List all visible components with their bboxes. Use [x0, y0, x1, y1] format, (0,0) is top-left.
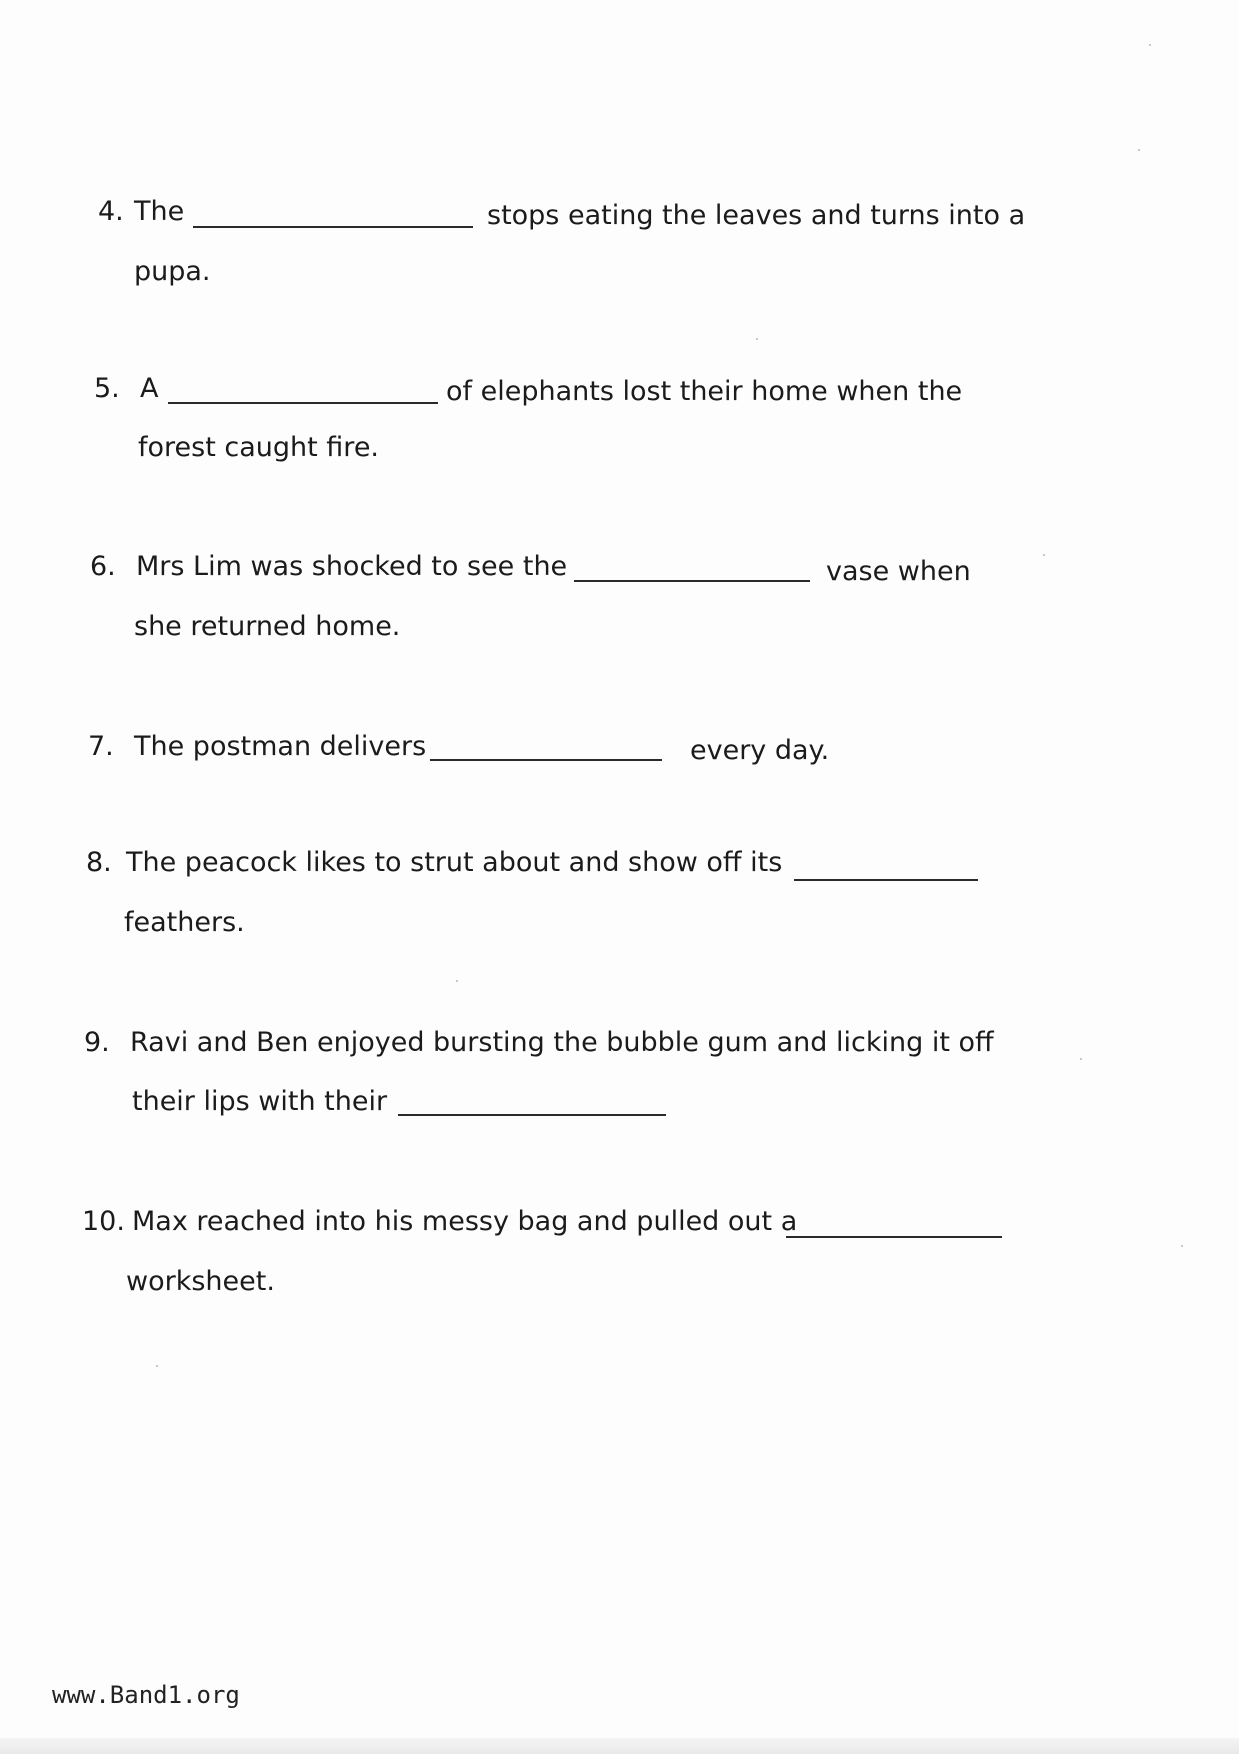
- question-4-line2: pupa.: [134, 256, 211, 287]
- scan-speck: [756, 338, 758, 340]
- scan-speck: [1181, 1245, 1183, 1247]
- question-4-text-before: The: [134, 196, 185, 227]
- question-8-line2: feathers.: [124, 907, 245, 938]
- question-6-number: 6.: [90, 551, 116, 582]
- scan-bottom-edge: [0, 1738, 1239, 1754]
- question-6-line2: she returned home.: [134, 611, 401, 642]
- question-5-line2: forest caught fire.: [138, 432, 380, 463]
- scan-speck: [1080, 1058, 1082, 1060]
- question-9-text-before: Ravi and Ben enjoyed bursting the bubble gum and licking it off: [130, 1027, 994, 1058]
- question-4-text-after: stops eating the leaves and turns into a: [487, 200, 1026, 231]
- question-5-text-before: A: [140, 373, 159, 404]
- scan-speck: [1149, 44, 1151, 46]
- answer-blank-5[interactable]: [168, 402, 438, 404]
- question-7-text-before: The postman delivers: [134, 731, 427, 762]
- answer-blank-6[interactable]: [574, 580, 810, 582]
- scan-speck: [156, 1365, 158, 1367]
- scan-speck: [1138, 149, 1140, 151]
- question-8-text-before: The peacock likes to strut about and show off its: [126, 847, 783, 878]
- question-7-number: 7.: [88, 731, 114, 762]
- footer-website: www.Band1.org: [52, 1681, 240, 1709]
- question-8-number: 8.: [86, 847, 112, 878]
- question-10-text-before: Max reached into his messy bag and pulled out a: [132, 1206, 798, 1237]
- answer-blank-4[interactable]: [193, 226, 473, 228]
- question-9-line2: their lips with their: [132, 1086, 388, 1117]
- question-number: 4.: [98, 196, 124, 227]
- scan-speck: [1043, 554, 1045, 556]
- question-10-line2: worksheet.: [126, 1266, 275, 1297]
- question-6-text-before: Mrs Lim was shocked to see the: [136, 551, 568, 582]
- answer-blank-10[interactable]: [786, 1236, 1002, 1238]
- answer-blank-8[interactable]: [794, 879, 978, 881]
- question-5-number: 5.: [94, 373, 120, 404]
- question-6-text-after: vase when: [826, 556, 971, 587]
- scan-speck: [456, 980, 458, 982]
- question-7-text-after: every day.: [690, 735, 830, 766]
- answer-blank-7[interactable]: [430, 759, 662, 761]
- question-5-text-after: of elephants lost their home when the: [446, 376, 963, 407]
- answer-blank-9[interactable]: [398, 1114, 666, 1116]
- question-4: [98, 196, 124, 227]
- question-10-number: 10.: [82, 1206, 125, 1237]
- question-9-number: 9.: [84, 1027, 110, 1058]
